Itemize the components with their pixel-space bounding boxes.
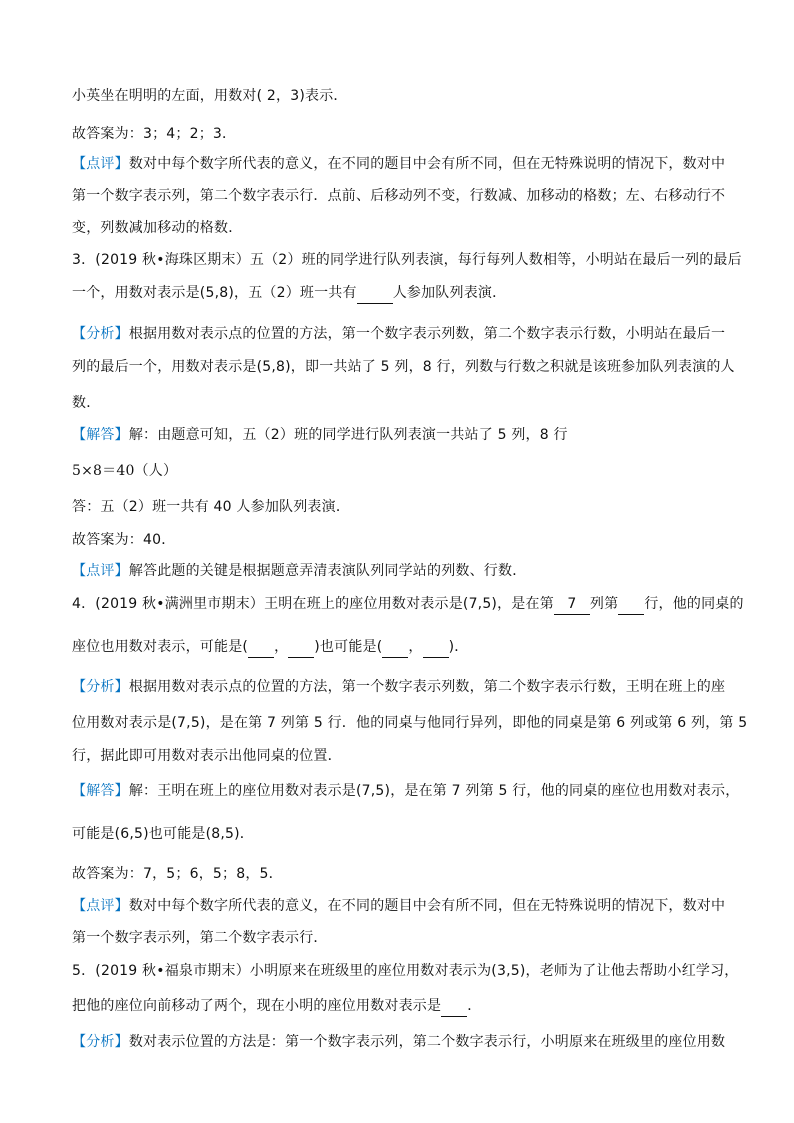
analysis-line: 数． xyxy=(72,395,101,411)
question-text: ． xyxy=(467,998,482,1014)
analysis-text: 根据用数对表示点的位置的方法，第一个数字表示列数，第二个数字表示行数，王明在班上的座 xyxy=(128,679,726,695)
analysis-line xyxy=(72,324,732,344)
solution-line xyxy=(72,425,732,445)
question-5-line: 5．(2019 秋•福泉市期末）小明原来在班级里的座位用数对表示为(3,5)，老师为了让他去帮助小红学习， xyxy=(72,963,739,979)
comment-line xyxy=(72,561,732,581)
answer-blank xyxy=(618,594,644,615)
analysis-line: 位用数对表示是(7,5)，是在第 7 列第 5 行．他的同桌与他同行异列，即他的同桌是第 6 列或第 6 列，第 5 xyxy=(72,715,748,731)
analysis-line xyxy=(72,677,732,697)
question-4-line xyxy=(72,594,744,615)
answer-blank xyxy=(357,283,393,304)
question-text: 座位也用数对表示，可能是( xyxy=(72,639,249,655)
question-text: )． xyxy=(448,639,469,655)
question-text: 把他的座位向前移动了两个，现在小明的座位用数对表示是 xyxy=(72,998,442,1014)
comment-line: 第一个数字表示列，第二个数字表示行． xyxy=(72,930,328,946)
answer-blank xyxy=(441,996,467,1017)
analysis-tag: 【分析】 xyxy=(72,1034,129,1050)
answer-blank xyxy=(382,637,408,658)
answer-line: 故答案为：3；4；2；3． xyxy=(72,126,237,142)
question-text: ， xyxy=(408,639,423,655)
solution-line: 可能是(6,5)也可能是(8,5)． xyxy=(72,826,254,842)
question-4-line xyxy=(72,637,732,658)
question-3-line: 3．(2019 秋•海珠区期末）五（2）班的同学进行队列表演，每行每列人数相等，小明站在最后一列的最后 xyxy=(72,252,742,268)
comment-tag: 【点评】 xyxy=(72,156,129,172)
answer-blank: 7 xyxy=(554,594,590,615)
analysis-line xyxy=(72,1032,732,1052)
analysis-tag: 【分析】 xyxy=(72,679,129,695)
analysis-line: 行，据此即可用数对表示出他同桌的位置． xyxy=(72,748,342,764)
question-text: 行，他的同桌的 xyxy=(644,596,744,612)
question-text: )也可能是( xyxy=(314,639,383,655)
answer-line: 小英坐在明明的左面，用数对( 2，3)表示． xyxy=(72,88,348,104)
answer-blank xyxy=(288,637,314,658)
comment-tag: 【点评】 xyxy=(72,898,129,914)
comment-line xyxy=(72,896,732,916)
comment-text: 解答此题的关键是根据题意弄清表演队列同学站的列数、行数． xyxy=(128,563,527,579)
question-text: 列第 xyxy=(589,596,619,612)
analysis-line: 列的最后一个，用数对表示是(5,8)，即一共站了 5 列，8 行，列数与行数之积就是该班参加队列表演的人 xyxy=(72,359,735,375)
comment-line: 第一个数字表示列，第二个数字表示行．点前、后移动列不变，行数减、加移动的格数；左、右移动行不 xyxy=(72,188,726,204)
comment-line xyxy=(72,154,732,174)
solution-line: 5×8＝40（人） xyxy=(72,463,178,479)
comment-line: 变，列数减加移动的格数． xyxy=(72,220,243,236)
analysis-text: 数对表示位置的方法是：第一个数字表示列，第二个数字表示行，小明原来在班级里的座位用数 xyxy=(128,1034,726,1050)
analysis-tag: 【分析】 xyxy=(72,326,129,342)
solution-tag: 【解答】 xyxy=(72,783,129,799)
question-text: 人参加队列表演． xyxy=(392,285,507,301)
answer-blank xyxy=(248,637,274,658)
solution-line: 答：五（2）班一共有 40 人参加队列表演． xyxy=(72,499,351,515)
analysis-text: 根据用数对表示点的位置的方法，第一个数字表示列数，第二个数字表示行数，小明站在最后一 xyxy=(128,326,726,342)
question-text: ， xyxy=(274,639,289,655)
question-5-line xyxy=(72,996,732,1017)
question-text: 4．(2019 秋•满洲里市期末）王明在班上的座位用数对表示是(7,5)，是在第 xyxy=(72,596,554,612)
solution-line: 故答案为：7，5；6，5；8，5． xyxy=(72,866,283,882)
solution-text: 解：王明在班上的座位用数对表示是(7,5)，是在第 7 列第 5 行，他的同桌的座位也用数对表示， xyxy=(128,783,740,799)
comment-text: 数对中每个数字所代表的意义，在不同的题目中会有所不同，但在无特殊说明的情况下，数对中 xyxy=(128,898,726,914)
solution-text: 解：由题意可知，五（2）班的同学进行队列表演一共站了 5 列，8 行 xyxy=(128,427,568,443)
comment-text: 数对中每个数字所代表的意义，在不同的题目中会有所不同，但在无特殊说明的情况下，数对中 xyxy=(128,156,726,172)
comment-tag: 【点评】 xyxy=(72,563,129,579)
solution-line: 故答案为：40． xyxy=(72,532,176,548)
question-text: 一个，用数对表示是(5,8)，五（2）班一共有 xyxy=(72,285,357,301)
question-3-line xyxy=(72,283,732,304)
solution-tag: 【解答】 xyxy=(72,427,129,443)
answer-blank xyxy=(423,637,449,658)
solution-line xyxy=(72,781,740,801)
